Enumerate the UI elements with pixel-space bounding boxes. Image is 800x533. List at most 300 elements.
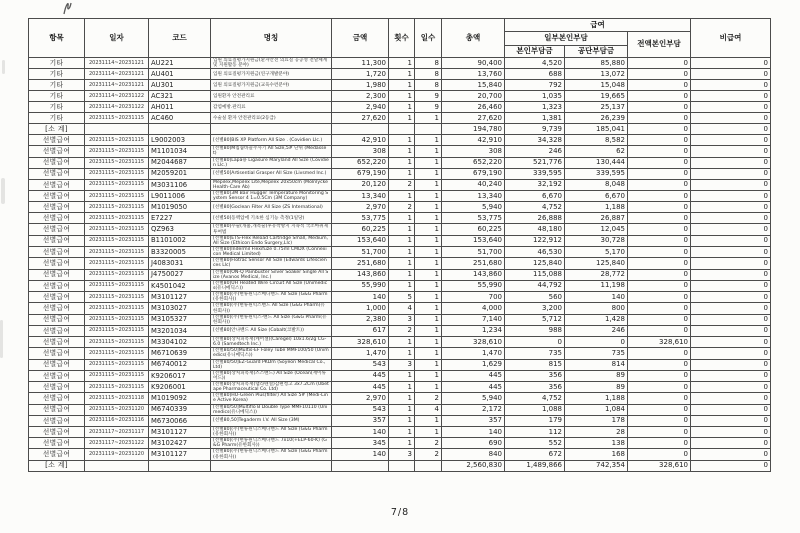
cell-corp-pay: 28 bbox=[565, 426, 628, 437]
cell-name: 입원 의료질평가지원금(환자안전 의료질 공공성 전달체계 및 지원활동 분야) bbox=[211, 58, 332, 69]
cell-date: 20231115~20231115 bbox=[85, 382, 149, 393]
cell-item: 선별급여 bbox=[29, 213, 85, 224]
cell-name: 입원 의료질평가지원금(교육수련분야) bbox=[211, 80, 332, 91]
table-row bbox=[29, 280, 771, 291]
cell-non-benefit: 0 bbox=[691, 157, 771, 168]
cell-corp-pay: 1,188 bbox=[565, 202, 628, 213]
cell-non-benefit: 0 bbox=[691, 168, 771, 179]
cell-days: 9 bbox=[415, 91, 442, 102]
cell-name: [선별80]UH Heated Wire Circuit All Size (Unimedics(유니메딕스)) bbox=[211, 280, 332, 291]
cell-corp-pay: 6,670 bbox=[565, 191, 628, 202]
cell-code: M3101127 bbox=[149, 449, 211, 460]
cell-non-benefit: 0 bbox=[691, 359, 771, 370]
cell-full-self-pay: 0 bbox=[628, 314, 691, 325]
table-row bbox=[29, 191, 771, 202]
cell-days: 1 bbox=[415, 292, 442, 303]
cell-full-self-pay: 0 bbox=[628, 113, 691, 124]
cell-date: 20231116~20231116 bbox=[85, 415, 149, 426]
cell-item: 기타 bbox=[29, 80, 85, 91]
cell-days: 2 bbox=[415, 393, 442, 404]
cell-corp-pay: 89 bbox=[565, 370, 628, 381]
cell-days: 1 bbox=[415, 224, 442, 235]
cell-total: 40,240 bbox=[442, 179, 505, 190]
cell-total: 26,460 bbox=[442, 102, 505, 113]
cell-amount: 345 bbox=[332, 438, 389, 449]
cell-non-benefit: 0 bbox=[691, 438, 771, 449]
cell-total: 308 bbox=[442, 146, 505, 157]
cell-date bbox=[85, 124, 149, 135]
cell-count: 1 bbox=[389, 348, 415, 359]
col-header-partial-self-pay: 일부본인부담 bbox=[505, 32, 628, 46]
cell-non-benefit: 0 bbox=[691, 179, 771, 190]
cell-full-self-pay: 328,610 bbox=[628, 460, 691, 471]
cell-total: 2,172 bbox=[442, 404, 505, 415]
cell-corp-pay: 800 bbox=[565, 303, 628, 314]
cell-full-self-pay: 328,610 bbox=[628, 336, 691, 347]
cell-count: 1 bbox=[389, 135, 415, 146]
cell-total: 2,560,830 bbox=[442, 460, 505, 471]
cell-date: 20231115~20231115 bbox=[85, 135, 149, 146]
cell-non-benefit: 0 bbox=[691, 124, 771, 135]
cell-non-benefit: 0 bbox=[691, 303, 771, 314]
cell-total: 153,640 bbox=[442, 235, 505, 246]
cell-non-benefit: 0 bbox=[691, 246, 771, 257]
cell-count: 1 bbox=[389, 246, 415, 257]
table-body bbox=[29, 58, 771, 472]
table-row bbox=[29, 179, 771, 190]
cell-amount bbox=[332, 124, 389, 135]
cell-days: 1 bbox=[415, 280, 442, 291]
table-row bbox=[29, 404, 771, 415]
cell-full-self-pay: 0 bbox=[628, 280, 691, 291]
cell-name: [선별80]Lapa용 Ligasure Maryland All Size (Covidien Llc.) bbox=[211, 157, 332, 168]
cell-count: 3 bbox=[389, 449, 415, 460]
cell-date: 20231115~20231115 bbox=[85, 370, 149, 381]
cell-non-benefit: 0 bbox=[691, 382, 771, 393]
cell-amount: 140 bbox=[332, 449, 389, 460]
cell-amount: 2,970 bbox=[332, 393, 389, 404]
cell-total: 27,620 bbox=[442, 113, 505, 124]
cell-total: 51,700 bbox=[442, 246, 505, 257]
cell-item: 선별급여 bbox=[29, 404, 85, 415]
col-header-self-pay: 본인부담금 bbox=[505, 46, 565, 58]
col-header-date: 일자 bbox=[85, 19, 149, 58]
cell-date: 20231115~20231115 bbox=[85, 157, 149, 168]
cell-amount: 153,640 bbox=[332, 235, 389, 246]
cell-self-pay: 26,888 bbox=[505, 213, 565, 224]
cell-days: 1 bbox=[415, 382, 442, 393]
cell-item: 기타 bbox=[29, 58, 85, 69]
cell-total: 445 bbox=[442, 382, 505, 393]
cell-self-pay: 0 bbox=[505, 336, 565, 347]
cell-name: [선별80]Flotrac Sensor All Size (Edwards Lifesciences Llc) bbox=[211, 258, 332, 269]
table-row bbox=[29, 438, 771, 449]
cell-full-self-pay: 0 bbox=[628, 213, 691, 224]
cell-name: Mepilex,Mepilex Lite,Mepilex 20x50cm (Molnlycke Health-Care Ab) bbox=[211, 179, 332, 190]
cell-self-pay: 6,670 bbox=[505, 191, 565, 202]
cell-full-self-pay: 0 bbox=[628, 191, 691, 202]
cell-item: 선별급여 bbox=[29, 303, 85, 314]
cell-total: 53,775 bbox=[442, 213, 505, 224]
cell-amount: 140 bbox=[332, 292, 389, 303]
cell-total: 840 bbox=[442, 449, 505, 460]
cell-days: 2 bbox=[415, 449, 442, 460]
billing-table bbox=[28, 18, 771, 472]
cell-count: 1 bbox=[389, 91, 415, 102]
cell-amount: 60,225 bbox=[332, 224, 389, 235]
cell-amount: 308 bbox=[332, 146, 389, 157]
cell-name: [선별80]Goclean Filter All Size (ZS International) bbox=[211, 202, 332, 213]
scan-artifact bbox=[0, 320, 3, 358]
cell-count: 1 bbox=[389, 168, 415, 179]
cell-days: 1 bbox=[415, 113, 442, 124]
col-header-total: 총액 bbox=[442, 19, 505, 58]
cell-date: 20231115~20231115 bbox=[85, 303, 149, 314]
cell-full-self-pay: 0 bbox=[628, 438, 691, 449]
cell-corp-pay: 246 bbox=[565, 325, 628, 336]
cell-item: 선별급여 bbox=[29, 325, 85, 336]
table-row bbox=[29, 224, 771, 235]
col-header-corp-pay: 공단부담금 bbox=[565, 46, 628, 58]
cell-name: 수술실 환자 안전관리료(2등급) bbox=[211, 113, 332, 124]
cell-self-pay: 1,323 bbox=[505, 102, 565, 113]
cell-non-benefit: 0 bbox=[691, 224, 771, 235]
cell-name: [선별80]3M Bair Hugger Temperature Monitoring System Sensor 4 1=0.5Cm (3M Company) bbox=[211, 191, 332, 202]
table-row bbox=[29, 382, 771, 393]
cell-non-benefit: 0 bbox=[691, 449, 771, 460]
cell-days: 1 bbox=[415, 426, 442, 437]
cell-count: 1 bbox=[389, 382, 415, 393]
cell-date: 20231115~20231115 bbox=[85, 280, 149, 291]
table-header bbox=[29, 19, 771, 58]
cell-full-self-pay: 0 bbox=[628, 359, 691, 370]
cell-code: E7227 bbox=[149, 213, 211, 224]
cell-full-self-pay: 0 bbox=[628, 146, 691, 157]
cell-date: 20231115~20231120 bbox=[85, 404, 149, 415]
cell-date: 20231115~20231115 bbox=[85, 113, 149, 124]
cell-corp-pay: 11,198 bbox=[565, 280, 628, 291]
cell-corp-pay: 89 bbox=[565, 382, 628, 393]
cell-corp-pay: 12,045 bbox=[565, 224, 628, 235]
table-row bbox=[29, 113, 771, 124]
cell-total: 1,234 bbox=[442, 325, 505, 336]
cell-total: 13,340 bbox=[442, 191, 505, 202]
cell-full-self-pay: 0 bbox=[628, 382, 691, 393]
cell-corp-pay: 1,188 bbox=[565, 393, 628, 404]
page-number: 7/8 bbox=[390, 507, 410, 518]
cell-self-pay: 122,912 bbox=[505, 235, 565, 246]
cell-amount: 11,300 bbox=[332, 58, 389, 69]
table-row bbox=[29, 269, 771, 280]
cell-count: 1 bbox=[389, 157, 415, 168]
cell-amount: 2,380 bbox=[332, 314, 389, 325]
cell-item: 선별급여 bbox=[29, 382, 85, 393]
cell-name: [선별80](주)현류원믹스밴드 All Size (G&G Pharm(유한회사)) bbox=[211, 303, 332, 314]
table-row bbox=[29, 426, 771, 437]
cell-item: 선별급여 bbox=[29, 135, 85, 146]
cell-item: 기타 bbox=[29, 91, 85, 102]
cell-total: 700 bbox=[442, 292, 505, 303]
col-header-count: 횟수 bbox=[389, 19, 415, 58]
cell-item: 선별급여 bbox=[29, 415, 85, 426]
cell-count: 1 bbox=[389, 393, 415, 404]
cell-name: 입원환자 안전관리료 bbox=[211, 91, 332, 102]
cell-item: 기타 bbox=[29, 102, 85, 113]
cell-self-pay: 1,381 bbox=[505, 113, 565, 124]
cell-item: 선별급여 bbox=[29, 426, 85, 437]
cell-item: 선별급여 bbox=[29, 258, 85, 269]
cell-corp-pay: 125,840 bbox=[565, 258, 628, 269]
cell-name: [선별80](주)현류원닉스메디밴드 All Size (G&G Pharm(유한회사)) bbox=[211, 426, 332, 437]
cell-total: 140 bbox=[442, 426, 505, 437]
table-row bbox=[29, 246, 771, 257]
cell-count: 1 bbox=[389, 235, 415, 246]
cell-days: 1 bbox=[415, 269, 442, 280]
cell-code: B1101002 bbox=[149, 235, 211, 246]
cell-count: 3 bbox=[389, 359, 415, 370]
cell-name: [선별80](주)현류원닉스메디밴드 7x10(+ELP-60-K) (G&G Pharm(유한회사)) bbox=[211, 438, 332, 449]
cell-non-benefit: 0 bbox=[691, 69, 771, 80]
table-row bbox=[29, 393, 771, 404]
cell-code: M3304102 bbox=[149, 336, 211, 347]
table-row bbox=[29, 348, 771, 359]
cell-item: 선별급여 bbox=[29, 235, 85, 246]
cell-count: 1 bbox=[389, 102, 415, 113]
cell-full-self-pay: 0 bbox=[628, 168, 691, 179]
cell-code: K9206017 bbox=[149, 370, 211, 381]
cell-name: 감염예방.관리료 bbox=[211, 102, 332, 113]
cell-non-benefit: 0 bbox=[691, 415, 771, 426]
cell-days: 1 bbox=[415, 157, 442, 168]
col-header-code: 코드 bbox=[149, 19, 211, 58]
cell-days: 1 bbox=[415, 258, 442, 269]
cell-corp-pay: 19,665 bbox=[565, 91, 628, 102]
cell-name: [선별80/50]Multiflo B Double Type MMF10110 (Unimedics(유니메딕스)) bbox=[211, 404, 332, 415]
cell-full-self-pay: 0 bbox=[628, 246, 691, 257]
cell-corp-pay: 85,880 bbox=[565, 58, 628, 69]
cell-code: B3320005 bbox=[149, 246, 211, 257]
cell-code: M2059201 bbox=[149, 168, 211, 179]
table-row bbox=[29, 292, 771, 303]
cell-total: 690 bbox=[442, 438, 505, 449]
cell-count: 1 bbox=[389, 269, 415, 280]
cell-non-benefit: 0 bbox=[691, 292, 771, 303]
cell-date: 20231119~20231120 bbox=[85, 449, 149, 460]
cell-corp-pay: 140 bbox=[565, 292, 628, 303]
cell-item: 선별급여 bbox=[29, 280, 85, 291]
col-header-days: 일수 bbox=[415, 19, 442, 58]
cell-days: 1 bbox=[415, 246, 442, 257]
cell-code: L9011006 bbox=[149, 191, 211, 202]
cell-date: 20231115~20231115 bbox=[85, 168, 149, 179]
cell-date: 20231117~20231122 bbox=[85, 438, 149, 449]
cell-amount: 2,300 bbox=[332, 91, 389, 102]
cell-count: 1 bbox=[389, 426, 415, 437]
cell-non-benefit: 0 bbox=[691, 102, 771, 113]
cell-date: 20231115~20231115 bbox=[85, 336, 149, 347]
cell-date: 20231115~20231115 bbox=[85, 325, 149, 336]
cell-days: 1 bbox=[415, 348, 442, 359]
cell-count: 4 bbox=[389, 303, 415, 314]
cell-non-benefit: 0 bbox=[691, 269, 771, 280]
cell-total: 4,000 bbox=[442, 303, 505, 314]
cell-non-benefit: 0 bbox=[691, 146, 771, 157]
cell-total: 143,860 bbox=[442, 269, 505, 280]
cell-full-self-pay: 0 bbox=[628, 91, 691, 102]
cell-amount: 42,910 bbox=[332, 135, 389, 146]
cell-self-pay: 688 bbox=[505, 69, 565, 80]
cell-count: 1 bbox=[389, 280, 415, 291]
cell-name: [선별80]상처피복재(케어젤)(Caregel) 10x1.6/2g CG-6.0 (Samedtech Inc.) bbox=[211, 336, 332, 347]
cell-date: 20231114~20231121 bbox=[85, 80, 149, 91]
cell-code: M6740012 bbox=[149, 359, 211, 370]
cell-total: 1,470 bbox=[442, 348, 505, 359]
cell-count: 1 bbox=[389, 213, 415, 224]
cell-self-pay: 4,520 bbox=[505, 58, 565, 69]
cell-days: 1 bbox=[415, 303, 442, 314]
cell-days: 1 bbox=[415, 314, 442, 325]
cell-self-pay: 815 bbox=[505, 359, 565, 370]
cell-non-benefit: 0 bbox=[691, 213, 771, 224]
cell-count: 5 bbox=[389, 292, 415, 303]
cell-date: 20231115~20231115 bbox=[85, 213, 149, 224]
cell-corp-pay: 138 bbox=[565, 438, 628, 449]
cell-full-self-pay: 0 bbox=[628, 58, 691, 69]
cell-code: AU221 bbox=[149, 58, 211, 69]
cell-item: 선별급여 bbox=[29, 246, 85, 257]
cell-self-pay: 4,752 bbox=[505, 202, 565, 213]
cell-code: M1019092 bbox=[149, 393, 211, 404]
cell-item: 선별급여 bbox=[29, 370, 85, 381]
cell-self-pay: 792 bbox=[505, 80, 565, 91]
cell-corp-pay: 168 bbox=[565, 449, 628, 460]
cell-corp-pay: 5,170 bbox=[565, 246, 628, 257]
cell-total: 15,840 bbox=[442, 80, 505, 91]
cell-count: 1 bbox=[389, 69, 415, 80]
cell-item: 선별급여 bbox=[29, 348, 85, 359]
cell-corp-pay: 0 bbox=[565, 336, 628, 347]
cell-item: [소 계] bbox=[29, 124, 85, 135]
cell-count: 2 bbox=[389, 202, 415, 213]
cell-count: 1 bbox=[389, 258, 415, 269]
cell-count: 1 bbox=[389, 415, 415, 426]
cell-date: 20231114~20231122 bbox=[85, 91, 149, 102]
cell-self-pay: 560 bbox=[505, 292, 565, 303]
cell-corp-pay: 814 bbox=[565, 359, 628, 370]
cell-item: 선별급여 bbox=[29, 359, 85, 370]
cell-amount: 357 bbox=[332, 415, 389, 426]
cell-amount: 1,980 bbox=[332, 80, 389, 91]
cell-corp-pay: 735 bbox=[565, 348, 628, 359]
subtotal-row bbox=[29, 460, 771, 471]
cell-name: 입원 의료질평가지원금(연구개발분야) bbox=[211, 69, 332, 80]
cell-self-pay: 356 bbox=[505, 370, 565, 381]
cell-code: AC460 bbox=[149, 113, 211, 124]
cell-code: M3102427 bbox=[149, 438, 211, 449]
cell-days: 1 bbox=[415, 336, 442, 347]
cell-name: [선별80]상처피복재(즈스밴드) All Size (Ocean(재이류어드)) bbox=[211, 370, 332, 381]
cell-count: 1 bbox=[389, 191, 415, 202]
cell-self-pay: 115,088 bbox=[505, 269, 565, 280]
cell-amount: 143,860 bbox=[332, 269, 389, 280]
cell-full-self-pay: 0 bbox=[628, 235, 691, 246]
cell-date: 20231115~20231115 bbox=[85, 191, 149, 202]
cell-total: 20,700 bbox=[442, 91, 505, 102]
cell-corp-pay: 15,048 bbox=[565, 80, 628, 91]
cell-days: 1 bbox=[415, 179, 442, 190]
cell-count bbox=[389, 124, 415, 135]
cell-item: 선별급여 bbox=[29, 157, 85, 168]
cell-non-benefit: 0 bbox=[691, 258, 771, 269]
cell-full-self-pay: 0 bbox=[628, 157, 691, 168]
cell-name: [선별80]BIS XP Platform All Size . (Covidien Llc.) bbox=[211, 135, 332, 146]
cell-days: 8 bbox=[415, 69, 442, 80]
cell-name: [선별80/50]Multis-EF Foley Tube MMF100/50 (Unimedics(유니메딕스)) bbox=[211, 348, 332, 359]
cell-date: 20231115~20231115 bbox=[85, 348, 149, 359]
col-header-item: 항목 bbox=[29, 19, 85, 58]
cell-self-pay: 356 bbox=[505, 382, 565, 393]
cell-full-self-pay: 0 bbox=[628, 69, 691, 80]
table-row bbox=[29, 258, 771, 269]
cell-code: QZ963 bbox=[149, 224, 211, 235]
cell-count: 3 bbox=[389, 314, 415, 325]
cell-date: 20231115~20231115 bbox=[85, 269, 149, 280]
cell-total: 652,220 bbox=[442, 157, 505, 168]
cell-name bbox=[211, 460, 332, 471]
cell-count: 1 bbox=[389, 404, 415, 415]
cell-code: M3105327 bbox=[149, 314, 211, 325]
table-row bbox=[29, 168, 771, 179]
cell-code: J4750027 bbox=[149, 269, 211, 280]
cell-non-benefit: 0 bbox=[691, 235, 771, 246]
cell-item: 선별급여 bbox=[29, 179, 85, 190]
cell-code: AU301 bbox=[149, 80, 211, 91]
table-row bbox=[29, 58, 771, 69]
cell-self-pay: 9,739 bbox=[505, 124, 565, 135]
cell-total: 7,140 bbox=[442, 314, 505, 325]
table-row bbox=[29, 415, 771, 426]
table-row bbox=[29, 303, 771, 314]
table-row bbox=[29, 359, 771, 370]
cell-non-benefit: 0 bbox=[691, 370, 771, 381]
cell-code: K9206001 bbox=[149, 382, 211, 393]
cell-self-pay: 1,489,866 bbox=[505, 460, 565, 471]
cell-date: 20231115~20231115 bbox=[85, 314, 149, 325]
table-row bbox=[29, 449, 771, 460]
cell-amount: 251,680 bbox=[332, 258, 389, 269]
cell-self-pay: 735 bbox=[505, 348, 565, 359]
cell-amount: 679,190 bbox=[332, 168, 389, 179]
cell-non-benefit: 0 bbox=[691, 202, 771, 213]
cell-item: 선별급여 bbox=[29, 269, 85, 280]
cell-corp-pay: 25,137 bbox=[565, 102, 628, 113]
cell-amount: 55,990 bbox=[332, 280, 389, 291]
cell-amount: 445 bbox=[332, 382, 389, 393]
table-row bbox=[29, 325, 771, 336]
cell-item: 선별급여 bbox=[29, 449, 85, 460]
cell-name: [선별80]Indermil Flexifuze 0.75ml CMDX (Connexicon Medical Limited) bbox=[211, 246, 332, 257]
cell-non-benefit: 0 bbox=[691, 325, 771, 336]
table-row bbox=[29, 146, 771, 157]
table-row bbox=[29, 235, 771, 246]
table-row bbox=[29, 314, 771, 325]
cell-code: M1101034 bbox=[149, 146, 211, 157]
cell-code: AH011 bbox=[149, 102, 211, 113]
cell-total: 679,190 bbox=[442, 168, 505, 179]
cell-self-pay: 988 bbox=[505, 325, 565, 336]
cell-date: 20231115~20231115 bbox=[85, 246, 149, 257]
cell-self-pay: 3,200 bbox=[505, 303, 565, 314]
